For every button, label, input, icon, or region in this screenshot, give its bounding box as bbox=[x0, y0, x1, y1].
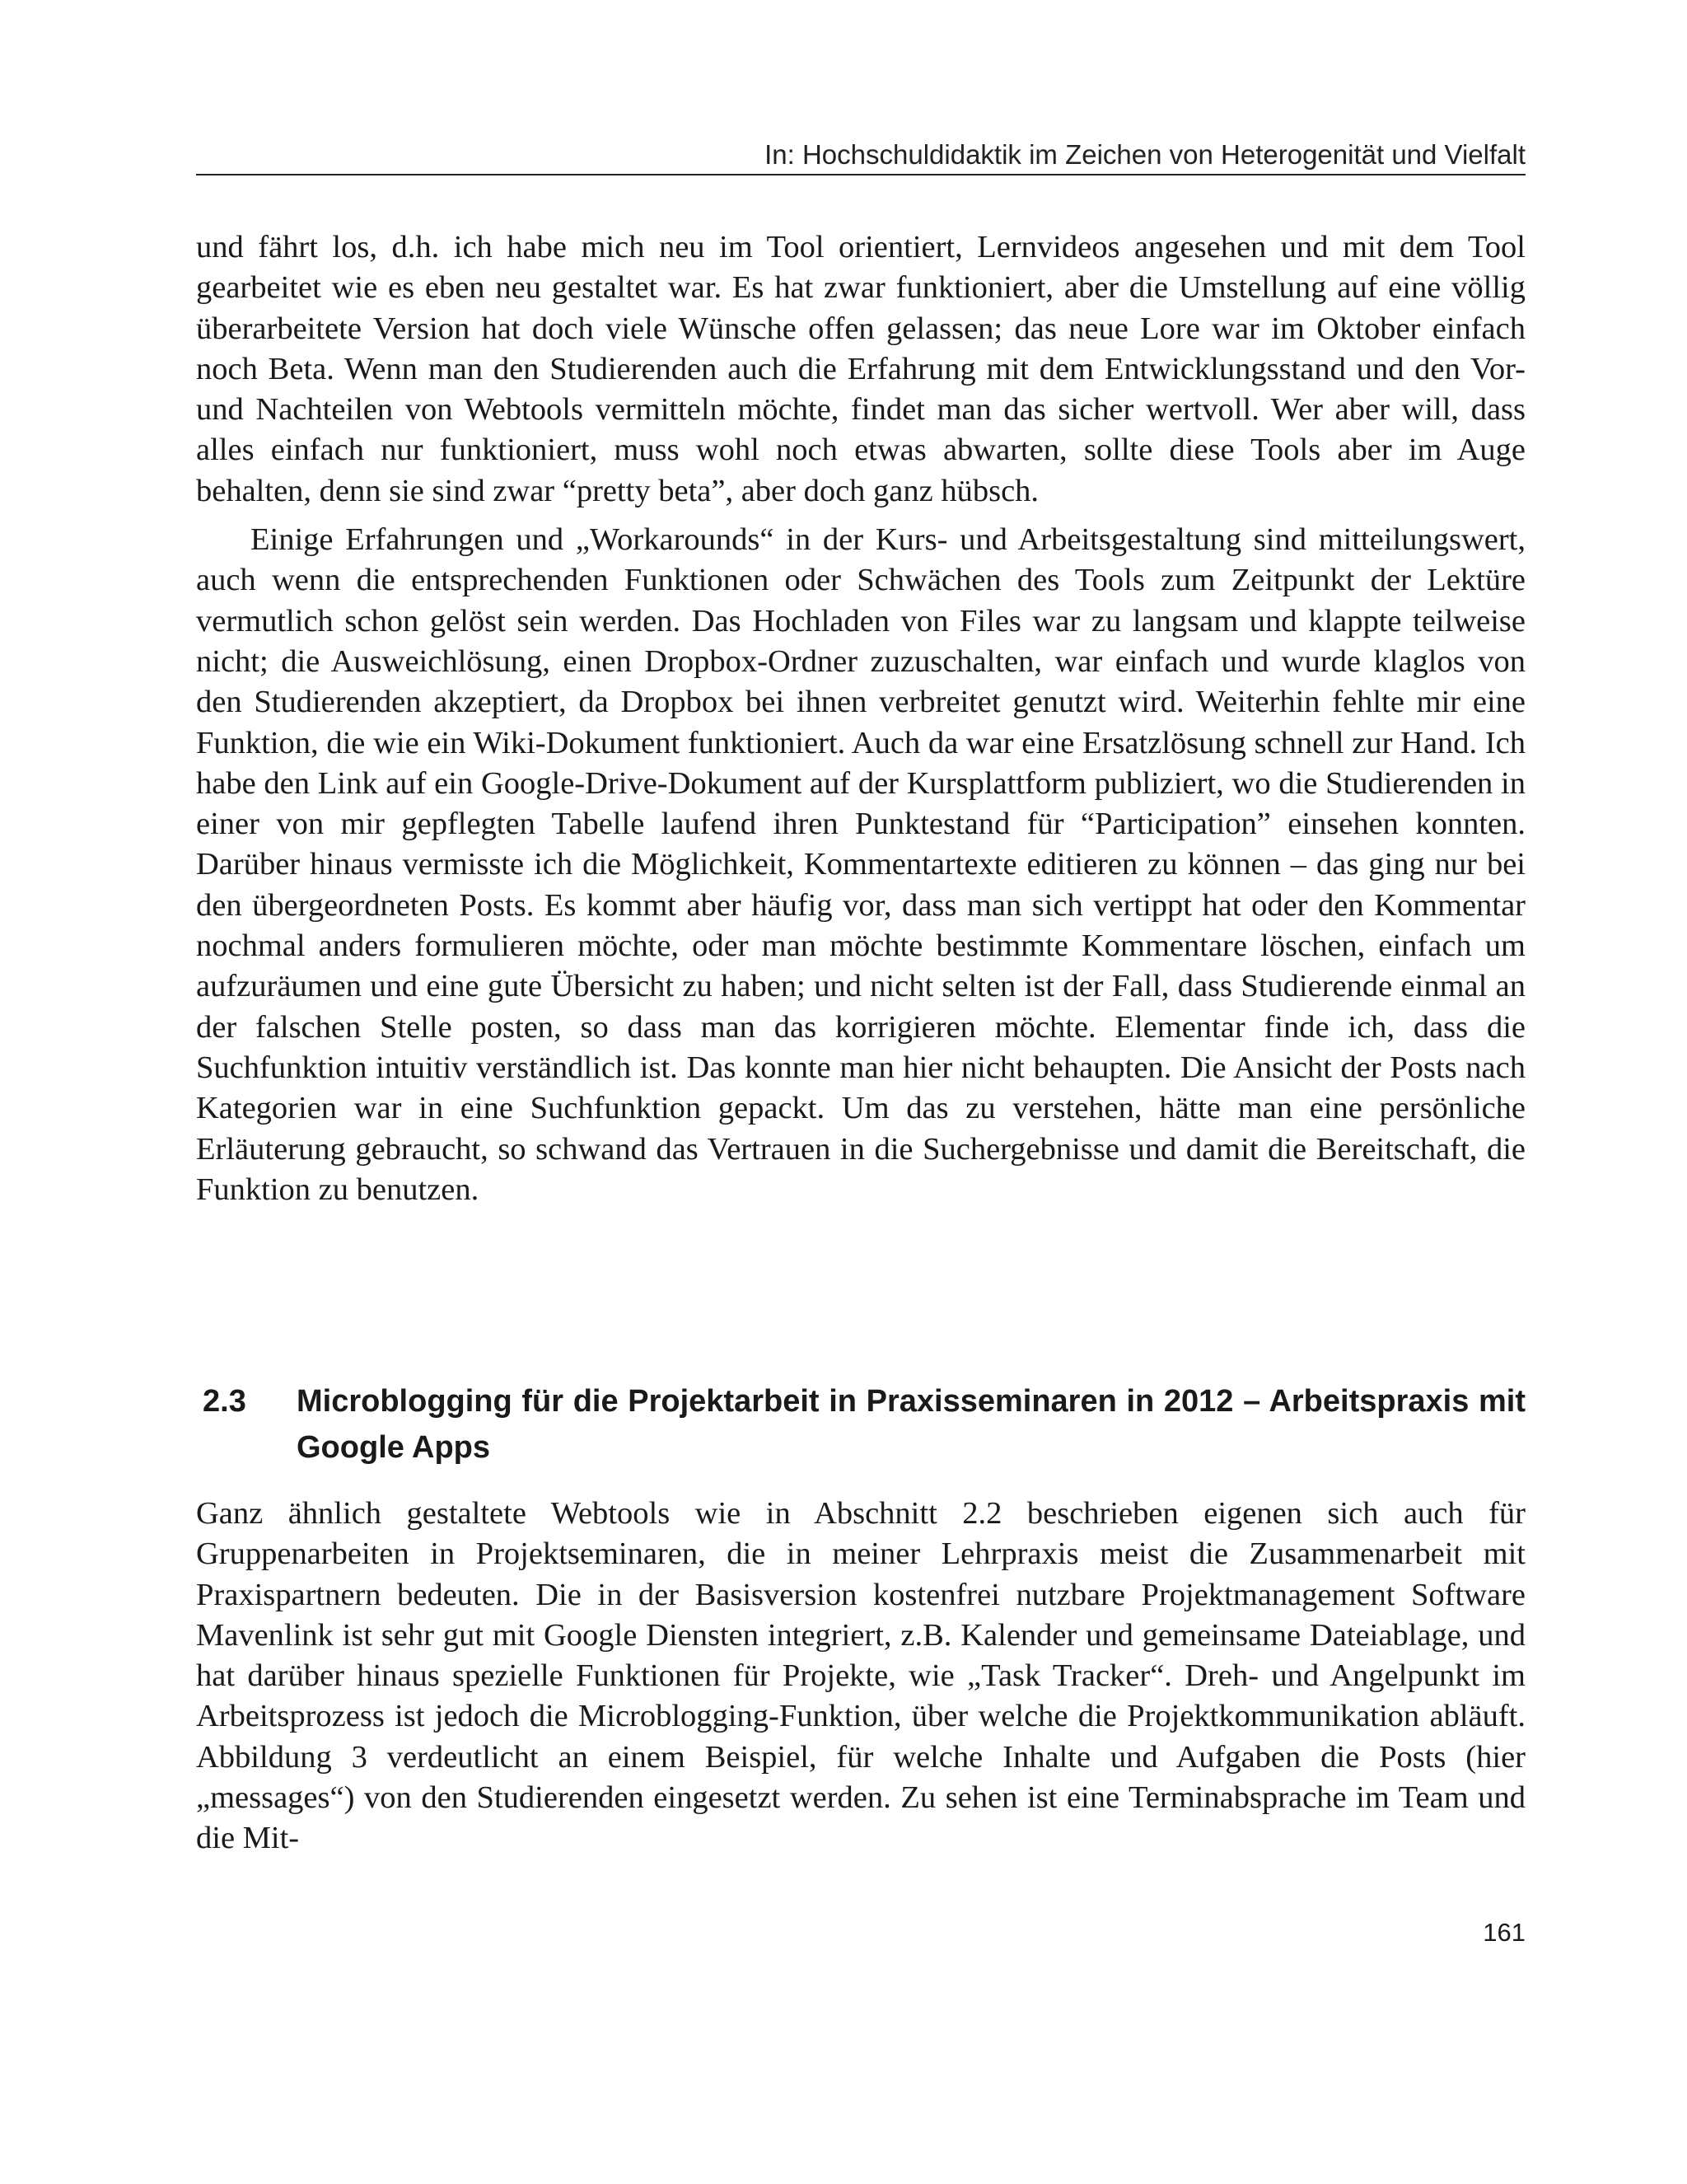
section-heading bbox=[203, 1378, 1526, 1471]
paragraph: Einige Erfahrungen und „Workarounds“ in der Kurs- und Arbeitsgestaltung sind mitteilungswert, auch wenn die entsprechenden Funktionen oder Schwächen des Tools zum Zeitpunkt der Lektüre vermutlich schon gelöst sein werden. Das Hochladen von Files war zu langsam und klappte teilweise nicht; die Ausweichlösung, einen Dropbox-Ordner zuzuschalten, war einfach und wurde klaglos von den Studierenden akzeptiert, da Dropbox bei ihnen verbreitet genutzt wird. Weiterhin fehlte mir eine Funktion, die wie ein Wiki-Dokument funktioniert. Auch da war eine Ersatzlösung schnell zur Hand. Ich habe den Link auf ein Google-Drive-Dokument auf der Kursplattform publiziert, wo die Studierenden in einer von mir gepflegten Tabelle laufend ihren Punktestand für “Participation” einsehen konnten. Darüber hinaus vermisste ich die Möglichkeit, Kommentartexte editieren zu können – das ging nur bei den übergeordneten Posts. Es kommt aber häufig vor, dass man sich vertippt hat oder den Kommentar nochmal anders formulieren möchte, oder man möchte bestimmte Kommentare löschen, einfach um aufzuräumen und eine gute Übersicht zu haben; und nicht selten ist der Fall, dass Studierende einmal an der falschen Stelle posten, so dass man das korrigieren möchte. Elementar finde ich, dass die Suchfunktion intuitiv verständlich ist. Das konnte man hier nicht behaupten. Die Ansicht der Posts nach Kategorien war in eine Suchfunktion gepackt. Um das zu verstehen, hätte man eine persönliche Erläuterung gebraucht, so schwand das Vertrauen in die Suchergebnisse und damit die Bereitschaft, die Funktion zu benutzen. bbox=[196, 522, 1526, 1207]
body-text-before-section bbox=[196, 227, 1526, 1210]
paragraph: Ganz ähnlich gestaltete Webtools wie in Abschnitt 2.2 beschrieben eigenen sich auch für Gruppenarbeiten in Projektseminaren, die in meiner Lehrpraxis meist die Zusammenarbeit mit Praxispartnern bedeuten. Die in der Basisversion kostenfrei nutzbare Projektmanagement Software Mavenlink ist sehr gut mit Google Diensten integriert, z.B. Kalender und gemeinsame Dateiablage, und hat darüber hinaus spezielle Funktionen für Projekte, wie „Task Tracker“. Dreh- und Angelpunkt im Arbeitsprozess ist jedoch die Microblogging-Funktion, über welche die Projektkommunikation abläuft. Abbildung 3 verdeutlicht an einem Beispiel, für welche Inhalte und Aufgaben die Posts (hier „messages“) von den Studierenden eingesetzt werden. Zu sehen ist eine Terminabsprache im Team und die Mit- bbox=[196, 1496, 1526, 1856]
section-number: 2.3 bbox=[203, 1384, 246, 1419]
page-number: 161 bbox=[1483, 1918, 1526, 1947]
header-rule bbox=[196, 174, 1526, 175]
body-text-after-section bbox=[196, 1494, 1526, 1859]
paragraph: und fährt los, d.h. ich habe mich neu im Tool orientiert, Lernvideos angesehen und mit dem Tool gearbeitet wie es eben neu gestaltet war. Es hat zwar funktioniert, aber die Umstellung auf eine völlig überarbeitete Version hat doch viele Wünsche offen gelassen; das neue Lore war im Oktober einfach noch Beta. Wenn man den Studierenden auch die Erfahrung mit dem Entwicklungsstand und den Vor- und Nachteilen von Webtools vermitteln möchte, findet man das sicher wertvoll. Wer aber will, dass alles einfach nur funktioniert, muss wohl noch etwas abwarten, sollte diese Tools aber im Auge behalten, denn sie sind zwar “pretty beta”, aber doch ganz hübsch. bbox=[196, 230, 1526, 508]
section-title: Microblogging für die Projektarbeit in Praxisseminaren in 2012 – Arbeitspraxis mit Google Apps bbox=[297, 1384, 1526, 1465]
document-page bbox=[196, 0, 1526, 2184]
running-header: In: Hochschuldidaktik im Zeichen von Heterogenität und Vielfalt bbox=[764, 139, 1526, 170]
